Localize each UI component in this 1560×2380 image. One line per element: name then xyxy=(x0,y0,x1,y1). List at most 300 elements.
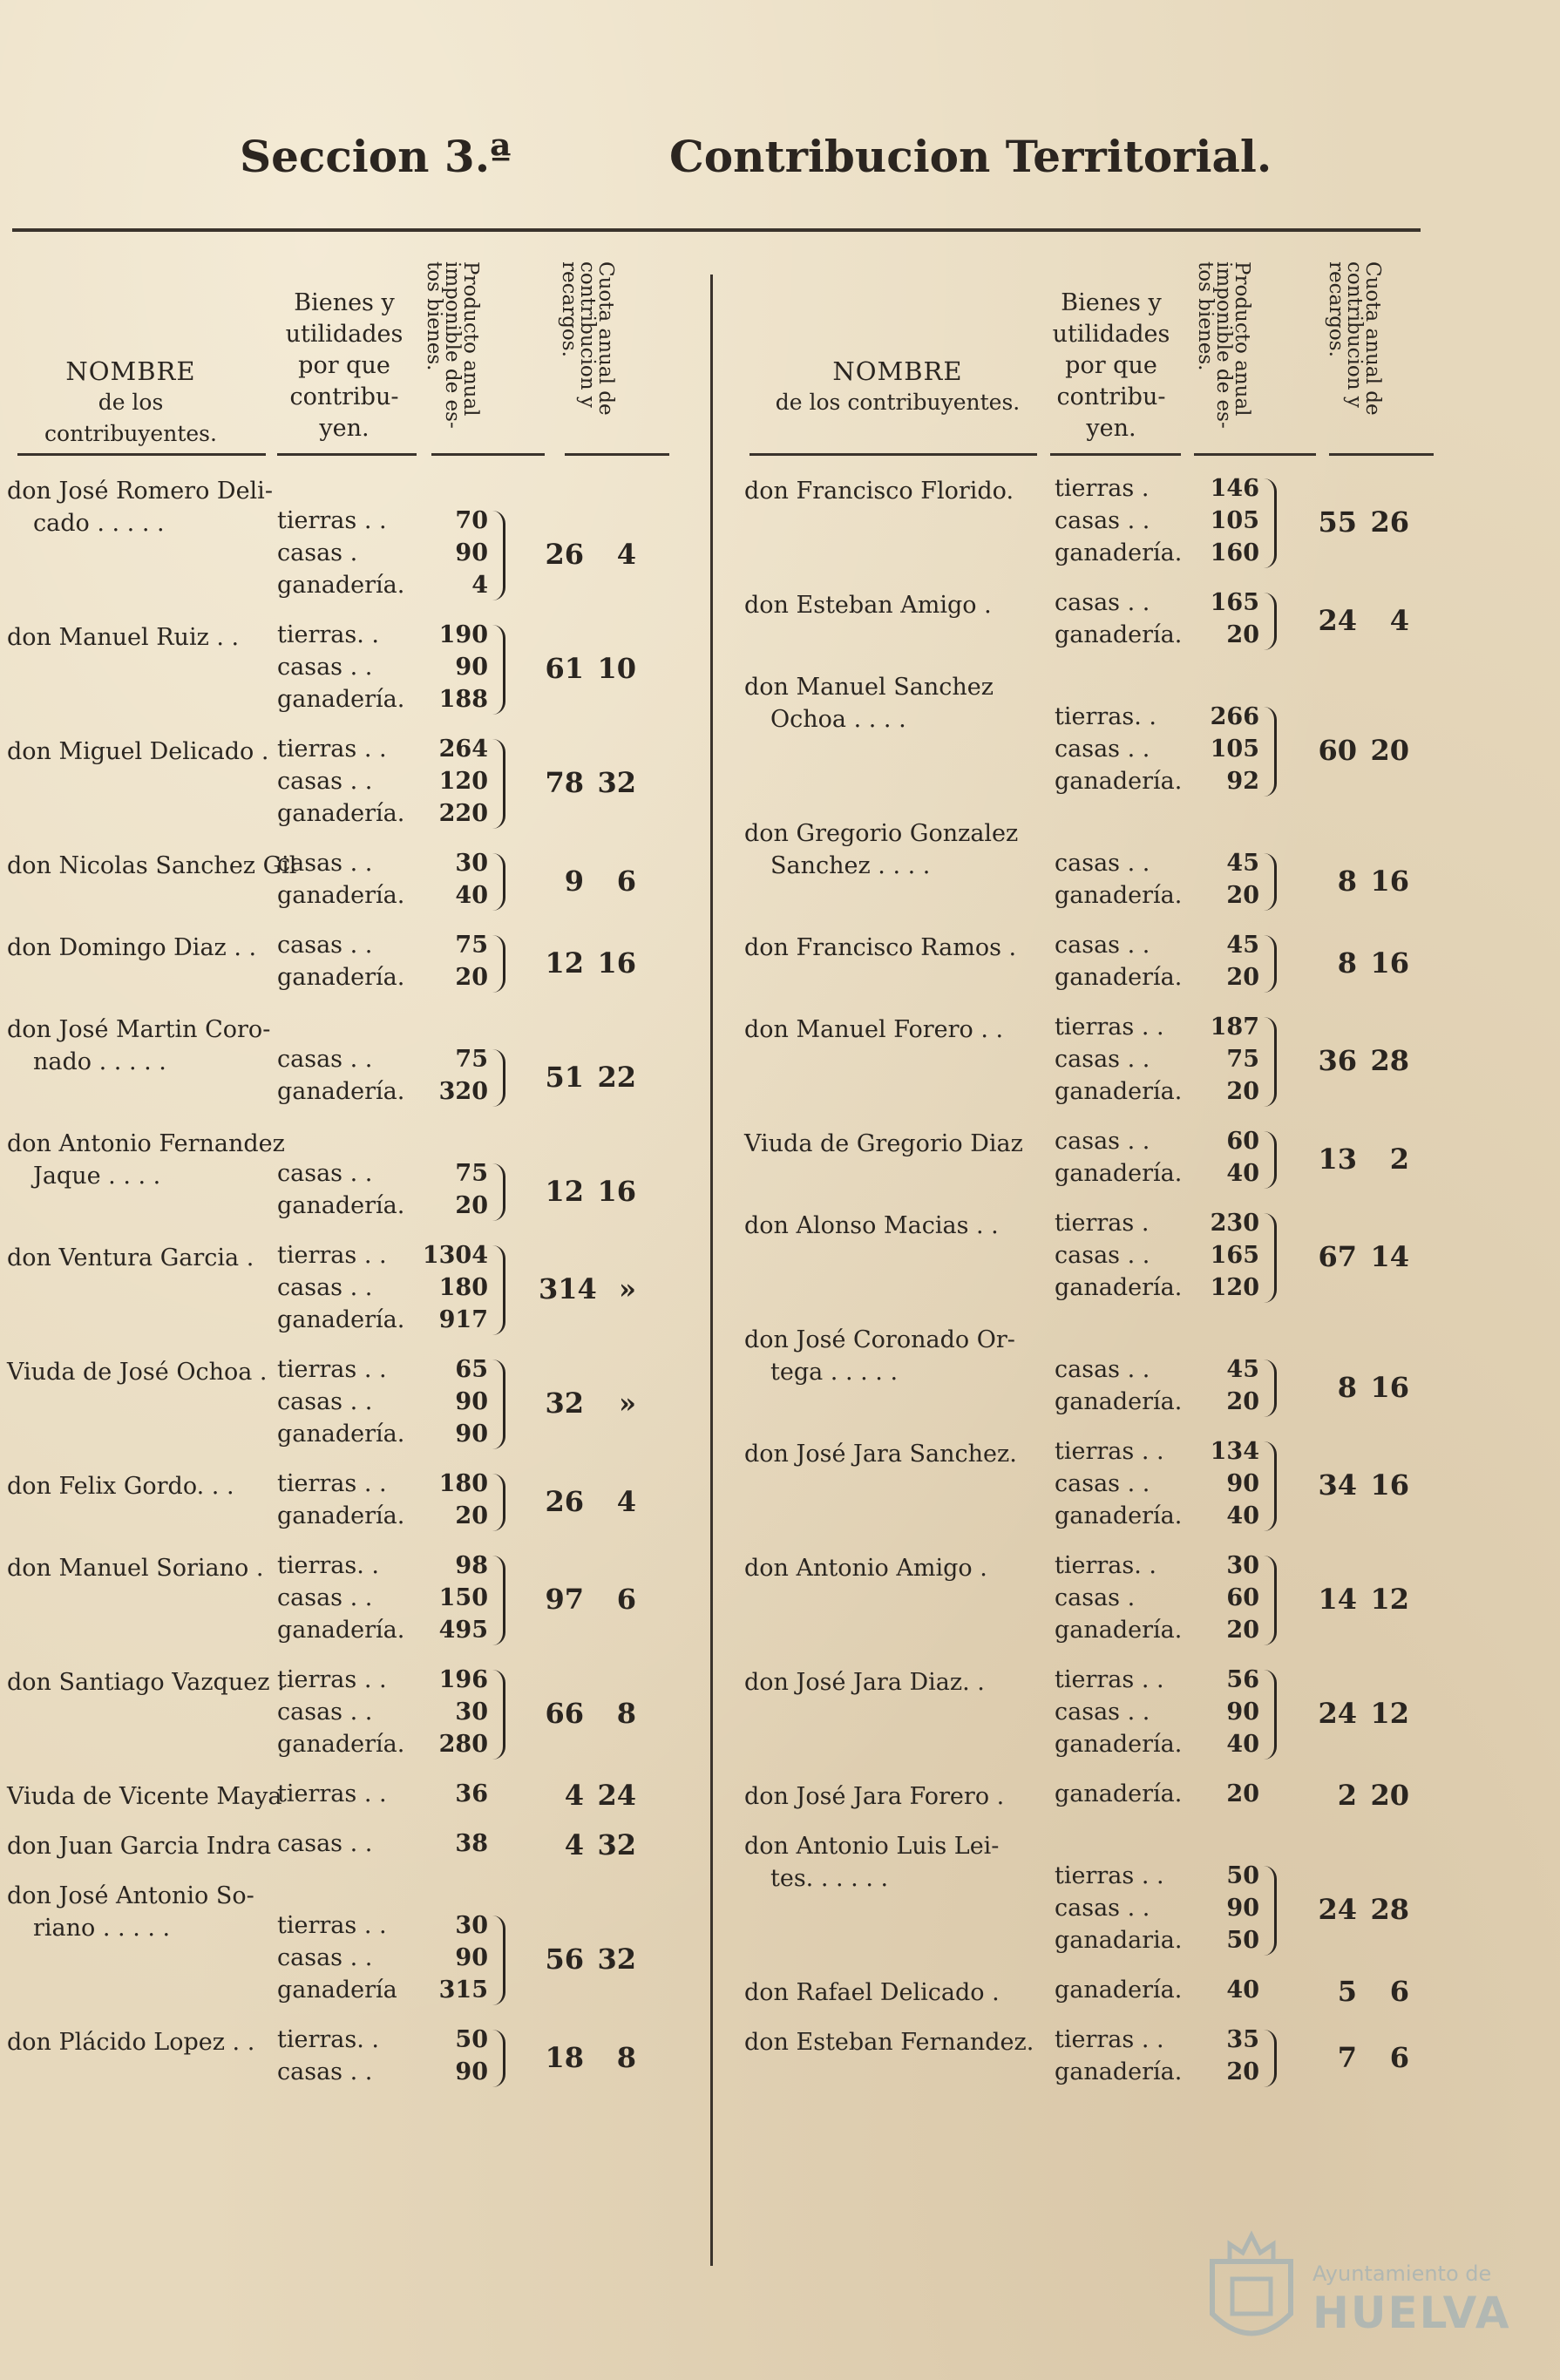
property-value: 75 xyxy=(455,1046,488,1073)
property-value: 188 xyxy=(438,686,488,713)
cuota-cents: 16 xyxy=(597,1174,636,1208)
property-value: 266 xyxy=(1210,703,1259,730)
contributor-name xyxy=(744,1438,1017,1470)
property-value: 20 xyxy=(1226,1780,1259,1807)
cuota-cents: 28 xyxy=(1370,1044,1409,1077)
contributor-name-line: don José Romero Deli- xyxy=(7,478,273,505)
cuota-cents: 8 xyxy=(616,1697,636,1730)
brace-mark xyxy=(1264,593,1277,650)
brace-mark xyxy=(492,2030,505,2087)
contributor-name-line: riano . . . . . xyxy=(33,1915,171,1942)
table-row xyxy=(732,1552,1447,1666)
cuota-cents: 2 xyxy=(1389,1142,1409,1176)
cuota-reales: 18 xyxy=(545,2040,584,2074)
property-value: 90 xyxy=(455,654,488,681)
contributor-name xyxy=(7,1780,282,1813)
contributor-name xyxy=(7,2026,254,2058)
property-value: 40 xyxy=(455,882,488,909)
property-item: ganadería. xyxy=(277,572,405,599)
contributor-name xyxy=(7,1014,270,1078)
column-divider xyxy=(710,275,713,2266)
brace-mark xyxy=(492,511,505,600)
cuota-value xyxy=(1312,1143,1409,1176)
property-item: ganadería. xyxy=(1055,1780,1183,1807)
contributor-name-line: don Domingo Diaz . . xyxy=(7,934,257,961)
property-value: 20 xyxy=(1226,1617,1259,1644)
property-value: 75 xyxy=(1226,1046,1259,1073)
property-item: ganadería. xyxy=(1055,1502,1183,1529)
property-value: 30 xyxy=(1226,1552,1259,1579)
contributor-name xyxy=(744,1666,985,1699)
property-item: ganadería. xyxy=(277,1192,405,1219)
cuota-value xyxy=(1312,604,1409,637)
table-row xyxy=(732,1210,1447,1324)
cuota-value xyxy=(1312,946,1409,980)
property-item: ganadería. xyxy=(1055,1731,1183,1758)
cuota-cents: 16 xyxy=(1370,1468,1409,1502)
document-title: Contribucion Territorial. xyxy=(669,131,1272,182)
property-value: 280 xyxy=(438,1731,488,1758)
header-rule xyxy=(17,453,266,456)
cuota-cents: 28 xyxy=(1370,1893,1409,1926)
cuota-cents: 6 xyxy=(1389,2040,1409,2074)
cuota-cents: 26 xyxy=(1370,505,1409,539)
property-value: 50 xyxy=(1226,1862,1259,1889)
property-value: 90 xyxy=(455,1388,488,1415)
property-value: 45 xyxy=(1226,850,1259,877)
table-row xyxy=(732,1324,1447,1438)
header-bienes-line: Bienes y xyxy=(1061,289,1162,316)
contributor-name xyxy=(744,1210,999,1242)
property-item: ganadería. xyxy=(277,800,405,827)
cuota-cents: 32 xyxy=(597,766,636,799)
brace-mark xyxy=(1264,1131,1277,1189)
contributor-name xyxy=(7,736,268,768)
property-item: ganadería. xyxy=(1055,1977,1183,2004)
contributor-name xyxy=(7,1666,285,1699)
brace-mark xyxy=(1264,1017,1277,1107)
page-title xyxy=(0,131,1560,192)
property-item: casas . . xyxy=(277,1944,373,1971)
table-row xyxy=(0,850,706,932)
property-value: 120 xyxy=(438,768,488,795)
contributor-name-line: tega . . . . . xyxy=(770,1359,899,1386)
cuota-value xyxy=(1312,1468,1409,1502)
watermark-line2: HUELVA xyxy=(1312,2288,1511,2338)
cuota-reales: 24 xyxy=(1318,1697,1357,1730)
property-item: casas . . xyxy=(277,2058,373,2085)
cuota-reales: 2 xyxy=(1337,1779,1357,1812)
header-bienes-line: utilidades xyxy=(285,321,404,348)
brace-mark xyxy=(492,1360,505,1449)
brace-mark xyxy=(1264,1556,1277,1645)
property-value: 146 xyxy=(1210,475,1259,502)
contributor-name-line: don Esteban Amigo . xyxy=(744,592,992,619)
table-row xyxy=(732,2026,1447,2108)
cuota-reales: 14 xyxy=(1318,1583,1357,1616)
property-item: ganadería. xyxy=(1055,1160,1183,1187)
brace-mark xyxy=(1264,1670,1277,1760)
property-value: 90 xyxy=(1226,1895,1259,1922)
cuota-value xyxy=(539,1485,636,1518)
cuota-value xyxy=(1312,1583,1409,1616)
property-item: ganadería. xyxy=(1055,882,1183,909)
header-bienes xyxy=(275,288,414,444)
property-value: 20 xyxy=(1226,2058,1259,2085)
table-row xyxy=(0,1014,706,1128)
cuota-cents: 4 xyxy=(616,538,636,571)
property-value: 35 xyxy=(1226,2026,1259,2053)
brace-mark xyxy=(1264,1360,1277,1417)
contributor-name xyxy=(7,1552,263,1584)
contributor-name xyxy=(7,1880,254,1944)
property-value: 90 xyxy=(455,1421,488,1448)
right-table-header xyxy=(732,244,1447,458)
contributor-name xyxy=(7,1242,254,1274)
property-item: tierras . xyxy=(1055,1210,1150,1237)
contributor-name xyxy=(744,1830,999,1895)
property-item: casas . . xyxy=(277,768,373,795)
cuota-value xyxy=(539,946,636,980)
left-table-header xyxy=(0,244,706,458)
property-item: casas . . xyxy=(1055,932,1150,959)
cuota-reales: 8 xyxy=(1337,1370,1357,1404)
contributor-name-line: don José Martin Coro- xyxy=(7,1016,271,1043)
property-value: 40 xyxy=(1226,1502,1259,1529)
contributor-name-line: Viuda de Gregorio Diaz xyxy=(744,1130,1023,1157)
cuota-value xyxy=(1312,865,1409,898)
contributor-name-line: don José Jara Sanchez. xyxy=(744,1441,1017,1468)
property-item: casas . . xyxy=(1055,850,1150,877)
table-row xyxy=(0,1880,706,2026)
header-cuota: Cuota anual de contribucion y recargos. xyxy=(1325,261,1384,416)
property-value: 20 xyxy=(455,1192,488,1219)
cuota-reales: 24 xyxy=(1318,1893,1357,1926)
cuota-reales: 12 xyxy=(545,946,584,980)
property-value: 320 xyxy=(438,1078,488,1105)
property-item: ganadería. xyxy=(1055,621,1183,648)
property-item: tierras . . xyxy=(1055,1862,1164,1889)
cuota-reales: 61 xyxy=(545,652,584,685)
table-row xyxy=(732,1780,1447,1830)
property-value: 45 xyxy=(1226,1356,1259,1383)
cuota-reales: 51 xyxy=(545,1060,584,1094)
cuota-value xyxy=(1312,734,1409,767)
property-item: tierras . . xyxy=(277,507,387,534)
property-item: ganadería. xyxy=(277,882,405,909)
table-row xyxy=(0,1470,706,1552)
contributor-name-line: don Gregorio Gonzalez xyxy=(744,820,1019,847)
brace-mark xyxy=(492,1916,505,2005)
cuota-cents: 24 xyxy=(597,1779,636,1812)
property-item: casas . . xyxy=(277,1699,373,1726)
cuota-cents: 4 xyxy=(616,1484,636,1518)
property-item: casas . . xyxy=(277,1046,373,1073)
property-item: tierras. . xyxy=(277,1552,379,1579)
property-item: tierras . . xyxy=(277,1912,387,1939)
table-row xyxy=(0,932,706,1014)
contributor-name xyxy=(7,1356,268,1388)
table-row xyxy=(0,1666,706,1780)
table-row xyxy=(732,1666,1447,1780)
property-item: ganadería. xyxy=(1055,964,1183,991)
header-rule xyxy=(1050,453,1181,456)
cuota-reales: 5 xyxy=(1337,1975,1357,2008)
property-value: 36 xyxy=(455,1780,488,1807)
cuota-value xyxy=(1312,505,1409,539)
property-value: 40 xyxy=(1226,1977,1259,2004)
property-item: ganadería. xyxy=(1055,539,1183,566)
cuota-cents: 4 xyxy=(1389,603,1409,637)
contributor-name xyxy=(744,475,1014,507)
property-value: 150 xyxy=(438,1584,488,1611)
cuota-cents: 32 xyxy=(597,1828,636,1861)
property-value: 220 xyxy=(438,800,488,827)
property-item: ganadería. xyxy=(1055,1274,1183,1301)
property-value: 917 xyxy=(438,1306,488,1333)
property-value: 50 xyxy=(1226,1927,1259,1954)
property-value: 65 xyxy=(455,1356,488,1383)
property-item: tierras . . xyxy=(277,736,387,763)
table-row xyxy=(732,1128,1447,1210)
header-name-subtitle: de los contribuyentes. xyxy=(775,390,1021,415)
contributor-name-line: don Manuel Ruiz . . xyxy=(7,624,240,651)
table-row xyxy=(732,1977,1447,2026)
cuota-reales: 4 xyxy=(564,1828,584,1861)
contributor-name-line: cado . . . . . xyxy=(33,510,165,537)
cuota-cents: 14 xyxy=(1370,1240,1409,1273)
header-bienes xyxy=(1041,288,1181,444)
property-value: 120 xyxy=(1210,1274,1259,1301)
header-rule xyxy=(277,453,417,456)
property-value: 60 xyxy=(1226,1128,1259,1155)
contributor-name xyxy=(744,1128,1023,1160)
property-value: 495 xyxy=(438,1617,488,1644)
contributor-name xyxy=(7,1128,285,1192)
brace-mark xyxy=(1264,1441,1277,1531)
property-item: ganadería. xyxy=(1055,768,1183,795)
cuota-cents: 16 xyxy=(1370,864,1409,898)
brace-mark xyxy=(1264,2030,1277,2087)
property-value: 20 xyxy=(1226,1078,1259,1105)
right-column xyxy=(732,244,1447,2283)
brace-mark xyxy=(1264,935,1277,993)
property-value: 134 xyxy=(1210,1438,1259,1465)
contributor-name-line: tes. . . . . . xyxy=(770,1865,889,1892)
table-row xyxy=(732,589,1447,671)
table-row xyxy=(0,2026,706,2108)
header-name-title: NOMBRE xyxy=(65,356,196,386)
header-bienes-line: yen. xyxy=(1086,415,1136,442)
contributor-name-line: Ochoa . . . . xyxy=(770,706,906,733)
property-item: casas . . xyxy=(277,932,373,959)
cuota-value xyxy=(539,1828,636,1861)
property-value: 92 xyxy=(1226,768,1259,795)
cuota-value xyxy=(539,1697,636,1730)
header-bienes-line: contribu- xyxy=(289,383,399,410)
cuota-reales: 9 xyxy=(564,864,584,898)
watermark-logo xyxy=(1199,2227,1511,2357)
property-value: 90 xyxy=(1226,1699,1259,1726)
contributor-name-line: don Alonso Macias . . xyxy=(744,1212,999,1239)
cuota-cents: 6 xyxy=(1389,1975,1409,2008)
cuota-reales: 78 xyxy=(545,766,584,799)
brace-mark xyxy=(492,1474,505,1531)
brace-mark xyxy=(492,1670,505,1760)
property-value: 90 xyxy=(455,2058,488,2085)
crest-icon xyxy=(1199,2227,1304,2357)
property-value: 45 xyxy=(1226,932,1259,959)
property-item: casas . xyxy=(277,539,358,566)
contributor-name xyxy=(744,817,1018,882)
contributor-name-line: don Esteban Fernandez. xyxy=(744,2029,1034,2056)
property-item: tierras . . xyxy=(277,1470,387,1497)
section-number: Seccion 3.ª xyxy=(240,131,512,182)
property-item: tierras . . xyxy=(277,1242,387,1269)
property-value: 1304 xyxy=(422,1242,488,1269)
property-value: 30 xyxy=(455,1699,488,1726)
contributor-name-line: don José Jara Forero . xyxy=(744,1783,1005,1810)
brace-mark xyxy=(492,853,505,911)
property-value: 90 xyxy=(455,1944,488,1971)
table-row xyxy=(732,475,1447,589)
contributor-name-line: don Antonio Amigo . xyxy=(744,1555,987,1582)
header-name xyxy=(749,356,1046,418)
property-value: 230 xyxy=(1210,1210,1259,1237)
header-bienes-line: utilidades xyxy=(1052,321,1170,348)
cuota-cents: 12 xyxy=(1370,1583,1409,1616)
header-rule xyxy=(431,453,545,456)
table-row xyxy=(0,1830,706,1880)
contributor-name xyxy=(744,1552,987,1584)
contributor-name xyxy=(744,1977,1000,2009)
property-item: casas . . xyxy=(1055,1895,1150,1922)
brace-mark xyxy=(492,625,505,715)
cuota-cents: 16 xyxy=(1370,1370,1409,1404)
cuota-reales: 67 xyxy=(1318,1240,1357,1273)
property-item: tierras . . xyxy=(1055,1666,1164,1693)
property-item: casas . . xyxy=(1055,1128,1150,1155)
table-row xyxy=(0,1356,706,1470)
property-value: 264 xyxy=(438,736,488,763)
property-item: casas . . xyxy=(277,1830,373,1857)
cuota-cents: 16 xyxy=(597,946,636,980)
contributor-name-line: Viuda de José Ochoa . xyxy=(7,1359,268,1386)
contributor-name-line: don Francisco Florido. xyxy=(744,478,1014,505)
property-item: ganadería. xyxy=(277,1617,405,1644)
property-value: 30 xyxy=(455,1912,488,1939)
contributor-name xyxy=(7,475,273,539)
watermark-line1: Ayuntamiento de xyxy=(1312,2261,1492,2286)
property-item: tierras . . xyxy=(1055,1438,1164,1465)
cuota-value xyxy=(539,1583,636,1616)
cuota-value xyxy=(1312,1893,1409,1926)
contributor-name-line: Sanchez . . . . xyxy=(770,852,931,879)
table-row xyxy=(0,1242,706,1356)
contributor-name xyxy=(744,1324,1015,1388)
cuota-value xyxy=(539,1175,636,1208)
property-value: 60 xyxy=(1226,1584,1259,1611)
property-item: casas . . xyxy=(277,654,373,681)
header-name-subtitle: de los contribuyentes. xyxy=(44,390,217,446)
cuota-reales: 66 xyxy=(545,1697,584,1730)
property-item: casas . . xyxy=(1055,1699,1150,1726)
property-item: tierras . . xyxy=(277,1780,387,1807)
property-item: casas . . xyxy=(1055,736,1150,763)
brace-mark xyxy=(492,1556,505,1645)
property-value: 90 xyxy=(1226,1470,1259,1497)
property-item: ganadería. xyxy=(277,1078,405,1105)
table-row xyxy=(732,1014,1447,1128)
cuota-reales: 7 xyxy=(1337,2040,1357,2074)
contributor-name-line: don José Jara Diaz. . xyxy=(744,1669,985,1696)
property-item: tierras. . xyxy=(1055,703,1156,730)
property-value: 30 xyxy=(455,850,488,877)
cuota-cents: 8 xyxy=(616,2040,636,2074)
cuota-value xyxy=(539,652,636,685)
cuota-reales: 26 xyxy=(545,538,584,571)
property-item: casas . . xyxy=(1055,1242,1150,1269)
property-item: ganadería. xyxy=(277,1421,405,1448)
property-value: 105 xyxy=(1210,507,1259,534)
table-row xyxy=(732,671,1447,817)
contributor-name-line: don Manuel Sanchez xyxy=(744,674,994,701)
property-value: 180 xyxy=(438,1470,488,1497)
property-item: casas . . xyxy=(1055,589,1150,616)
contributor-name xyxy=(7,850,296,882)
brace-mark xyxy=(492,1245,505,1335)
cuota-cents: » xyxy=(619,1387,636,1420)
property-item: casas . . xyxy=(1055,1046,1150,1073)
cuota-value xyxy=(1312,1044,1409,1077)
property-item: tierras . . xyxy=(277,1356,387,1383)
brace-mark xyxy=(492,935,505,993)
brace-mark xyxy=(1264,707,1277,797)
cuota-reales: 97 xyxy=(545,1583,584,1616)
brace-mark xyxy=(1264,853,1277,911)
property-item: tierras. . xyxy=(277,621,379,648)
cuota-cents: 6 xyxy=(616,1583,636,1616)
cuota-value xyxy=(1312,1371,1409,1404)
property-item: ganadería. xyxy=(1055,1388,1183,1415)
property-item: ganadería. xyxy=(277,1731,405,1758)
header-rule xyxy=(1329,453,1434,456)
contributor-name xyxy=(7,1830,271,1862)
cuota-cents: 20 xyxy=(1370,734,1409,767)
header-rule xyxy=(749,453,1037,456)
table-row xyxy=(732,1438,1447,1552)
cuota-value xyxy=(1312,1779,1409,1812)
contributor-name-line: don Juan Garcia Indra xyxy=(7,1833,272,1860)
property-item: ganadería. xyxy=(277,1502,405,1529)
header-producto: Producto anual imponible de es- tos bienes. xyxy=(1194,261,1253,429)
property-value: 4 xyxy=(471,572,488,599)
header-rule xyxy=(1194,453,1316,456)
property-value: 98 xyxy=(455,1552,488,1579)
contributor-name-line: don Antonio Fernandez xyxy=(7,1130,285,1157)
property-item: casas . . xyxy=(277,1388,373,1415)
property-item: casas . . xyxy=(1055,507,1150,534)
header-name-title: NOMBRE xyxy=(832,356,963,386)
contributor-name-line: don Rafael Delicado . xyxy=(744,1979,1000,2006)
cuota-cents: 22 xyxy=(597,1060,636,1094)
cuota-value xyxy=(1312,1975,1409,2008)
contributor-name xyxy=(7,932,256,964)
property-value: 70 xyxy=(455,507,488,534)
cuota-reales: 12 xyxy=(545,1174,584,1208)
contributor-name-line: don Manuel Soriano . xyxy=(7,1555,264,1582)
property-value: 160 xyxy=(1210,539,1259,566)
